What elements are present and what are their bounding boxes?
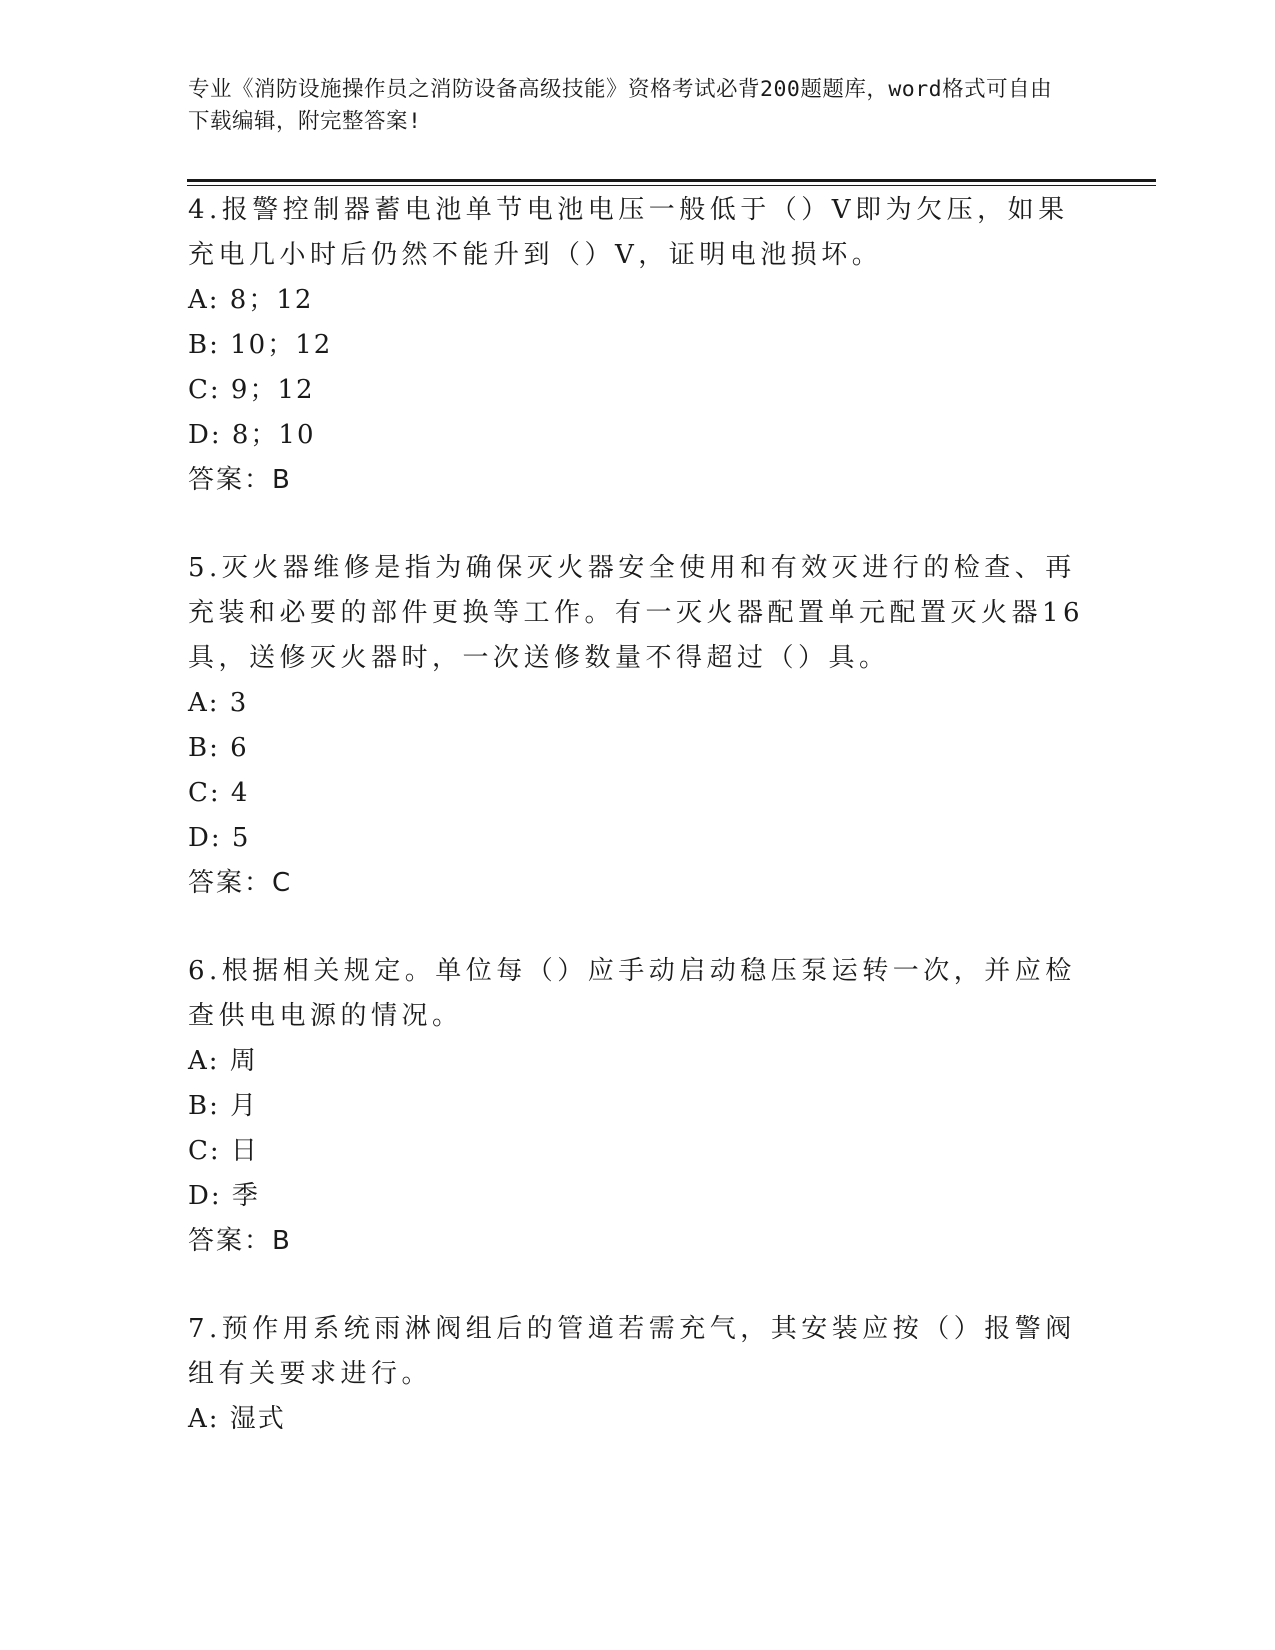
option-b: B: 月 (188, 1091, 259, 1121)
option-a: A: 3 (188, 688, 249, 718)
option-b: B: 10；12 (188, 330, 333, 360)
option-a: A: 8；12 (188, 285, 314, 315)
option-b: B: 6 (188, 733, 249, 763)
option-a: A: 湿式 (188, 1404, 286, 1434)
header-divider-thin (187, 185, 1156, 186)
option-d: D: 5 (188, 823, 251, 853)
question-6 (188, 949, 1088, 1263)
question-4 (188, 188, 1088, 502)
question-stem: 5.灭火器维修是指为确保灭火器安全使用和有效灭进行的检查、再充装和必要的部件更换等工作。有一灭火器配置单元配置灭火器16具，送修灭火器时，一次送修数量不得超过（）具。 (188, 553, 1085, 673)
answer-line: 答案：B (188, 1226, 292, 1256)
answer-line: 答案：B (188, 465, 292, 495)
question-stem: 6.根据相关规定。单位每（）应手动启动稳压泵运转一次，并应检查供电电源的情况。 (188, 956, 1076, 1031)
header-divider-thick (187, 179, 1156, 182)
question-stem: 7.预作用系统雨淋阀组后的管道若需充气，其安装应按（）报警阀组有关要求进行。 (188, 1314, 1076, 1389)
answer-line: 答案：C (188, 868, 293, 898)
question-stem: 4.报警控制器蓄电池单节电池电压一般低于（）V即为欠压，如果充电几小时后仍然不能升到（）V，证明电池损坏。 (188, 195, 1069, 270)
option-c: C: 4 (188, 778, 250, 808)
option-c: C: 9；12 (188, 375, 315, 405)
option-a: A: 周 (188, 1046, 258, 1076)
question-list (188, 188, 1088, 1486)
question-5 (188, 546, 1088, 905)
question-7 (188, 1307, 1088, 1442)
option-d: D: 8；10 (188, 420, 316, 450)
document-header: 专业《消防设施操作员之消防设备高级技能》资格考试必背200题题库，word格式可自由下载编辑，附完整答案! (188, 77, 1053, 134)
option-c: C: 日 (188, 1136, 259, 1166)
option-d: D: 季 (188, 1181, 260, 1211)
